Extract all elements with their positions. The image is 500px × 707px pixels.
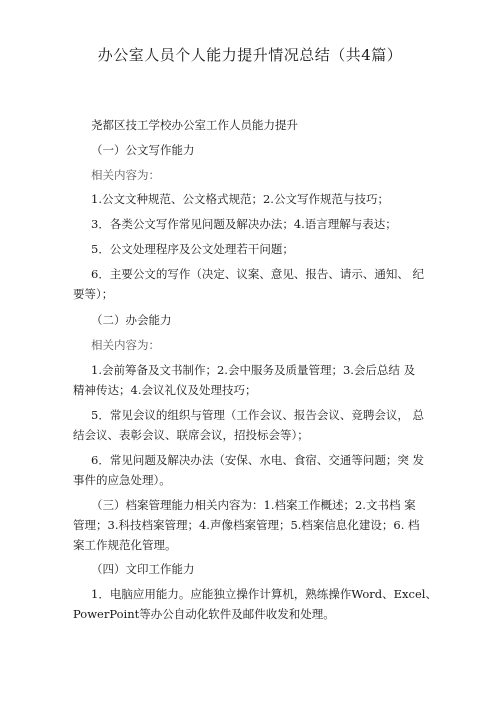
paragraph-line: 精神传达；4.会议礼仪及处理技巧； [73,383,257,397]
document-title: 办公室人员个人能力提升情况总结（共4篇） [97,46,403,64]
paragraph-line: 6．常见问题及解决办法（安保、水电、食宿、交通等问题；突 发 [91,453,424,467]
paragraph-line: 案工作规范化管理。 [73,538,177,552]
paragraph-line: 3．各类公文写作常见问题及解决办法；4.语言理解与表达； [91,217,397,231]
content-intro-1: 相关内容为： [91,168,160,182]
paragraph-line: 5．公文处理程序及公文处理若干问题； [91,242,294,256]
paragraph-line: 事件的应急处理）。 [73,473,171,487]
paragraph-line: 1.公文文种规范、公文格式规范；2.公文写作规范与技巧； [91,192,389,206]
section-heading-4: （四）文印工作能力 [91,562,195,576]
paragraph-line: 1．电脑应用能力。应能独立操作计算机，熟练操作Word、Excel、 [91,587,437,601]
section-heading-2: （二）办会能力 [91,313,172,327]
content-intro-2: 相关内容为： [91,338,160,352]
paragraph-line: （三）档案管理能力相关内容为：1.档案工作概述；2.文书档 案 [91,498,416,512]
paragraph-line: 6．主要公文的写作（决定、议案、意见、报告、请示、通知、 纪 [91,267,424,281]
subtitle-line: 尧都区技工学校办公室工作人员能力提升 [91,118,298,132]
paragraph-line: 管理；3.科技档案管理；4.声像档案管理；5.档案信息化建设；6. 档 [73,518,420,532]
paragraph-line: 1.会前筹备及文书制作；2.会中服务及质量管理；3.会后总结 及 [91,363,416,377]
paragraph-line: 要等）； [73,287,114,301]
paragraph-line: 5．常见会议的组织与管理（工作会议、报告会议、竞聘会议， 总 [91,408,424,422]
paragraph-line: PowerPoint等办公自动化软件及邮件收发和处理。 [73,607,335,621]
paragraph-line: 结会议、表彰会议、联席会议，招投标会等）； [73,428,309,442]
section-heading-1: （一）公文写作能力 [91,143,195,157]
